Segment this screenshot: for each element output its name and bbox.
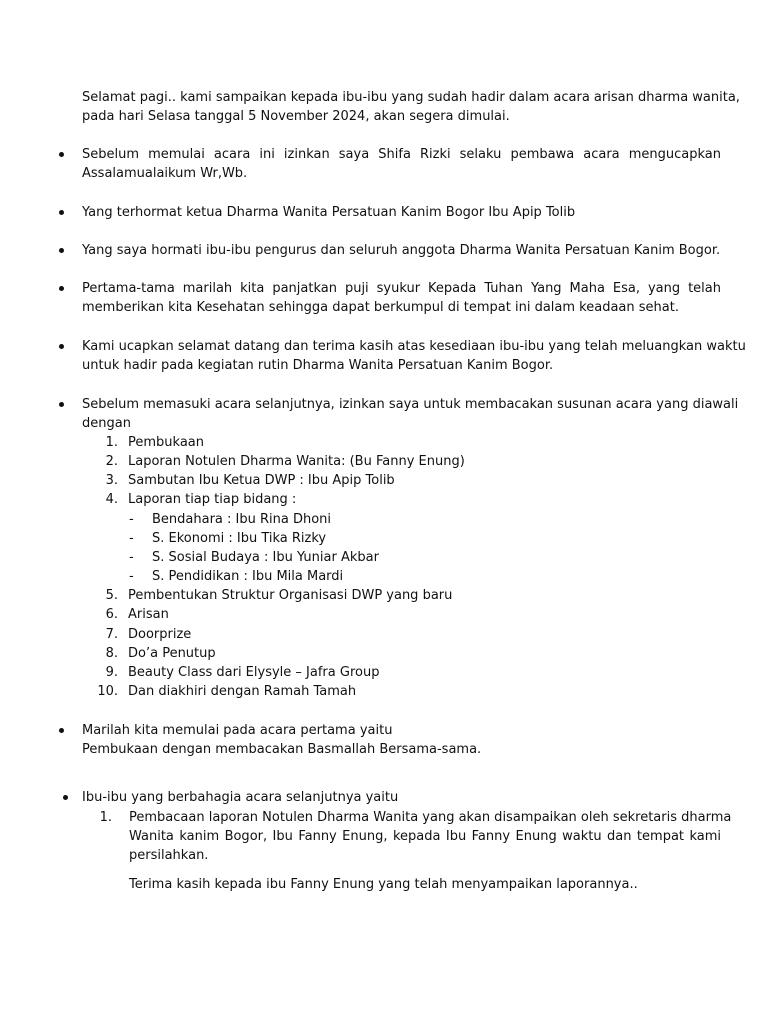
paragraph-6-line-2: dengan — [82, 416, 131, 431]
agenda-num-1: 1. — [105, 435, 118, 450]
paragraph-1-line-1: Sebelum memulai acara ini izinkan saya Shifa Rizki selaku pembawa acara mengucapkan — [82, 147, 721, 162]
opening-line-1: Marilah kita memulai pada acara pertama yaitu — [82, 723, 393, 738]
agenda-item-7: Doorprize — [128, 627, 192, 642]
agenda-item-8: Do’a Penutup — [128, 646, 216, 661]
agenda-item-4: Laporan tiap tiap bidang : — [128, 492, 297, 507]
paragraph-3-line-1: Yang saya hormati ibu-ibu pengurus dan seluruh anggota Dharma Wanita Persatuan Kanim Bogor. — [82, 243, 721, 258]
next-item-line-2: Wanita kanim Bogor, Ibu Fanny Enung, kepada Ibu Fanny Enung waktu dan tempat kami — [129, 829, 721, 844]
agenda-num-10: 10. — [97, 684, 118, 699]
bullet-4 — [59, 286, 64, 291]
paragraph-4-line-2: memberikan kita Kesehatan sehingga dapat berkumpul di tempat ini dalam keadaan sehat. — [82, 300, 679, 315]
opening-line-2: Pembukaan dengan membacakan Basmallah Bersama-sama. — [82, 742, 482, 757]
intro-line-2: pada hari Selasa tanggal 5 November 2024, akan segera dimulai. — [82, 109, 510, 124]
agenda-item-9: Beauty Class dari Elysyle – Jafra Group — [128, 665, 380, 680]
bullet-2 — [59, 210, 64, 215]
sub-item-dash-4: - — [129, 569, 134, 584]
sub-item-1: Bendahara : Ibu Rina Dhoni — [152, 512, 332, 527]
paragraph-5-line-2: untuk hadir pada kegiatan rutin Dharma Wanita Persatuan Kanim Bogor. — [82, 358, 554, 373]
agenda-item-10: Dan diakhiri dengan Ramah Tamah — [128, 684, 357, 699]
agenda-num-3: 3. — [105, 473, 118, 488]
thanks-line: Terima kasih kepada ibu Fanny Enung yang telah menyampaikan laporannya.. — [129, 877, 638, 892]
agenda-num-6: 6. — [105, 607, 118, 622]
paragraph-6-line-1: Sebelum memasuki acara selanjutnya, izinkan saya untuk membacakan susunan acara yang diawali — [82, 397, 739, 412]
sub-item-dash-1: - — [129, 512, 134, 527]
sub-item-dash-3: - — [129, 550, 134, 565]
agenda-num-5: 5. — [105, 588, 118, 603]
bullet-5 — [59, 344, 64, 349]
agenda-num-4: 4. — [105, 492, 118, 507]
agenda-num-9: 9. — [105, 665, 118, 680]
agenda-num-2: 2. — [105, 454, 118, 469]
agenda-item-5: Pembentukan Struktur Organisasi DWP yang baru — [128, 588, 453, 603]
next-heading: Ibu-ibu yang berbahagia acara selanjutnya yaitu — [82, 790, 399, 805]
next-item-num: 1. — [99, 810, 112, 825]
paragraph-4-line-1: Pertama-tama marilah kita panjatkan puji syukur Kepada Tuhan Yang Maha Esa, yang telah — [82, 281, 721, 296]
agenda-num-8: 8. — [105, 646, 118, 661]
next-item-line-3: persilahkan. — [129, 848, 209, 863]
bullet-3 — [59, 248, 64, 253]
agenda-item-6: Arisan — [128, 607, 169, 622]
next-item-line-1: Pembacaan laporan Notulen Dharma Wanita yang akan disampaikan oleh sekretaris dharma — [129, 810, 732, 825]
sub-item-4: S. Pendidikan : Ibu Mila Mardi — [152, 569, 344, 584]
intro-line-1: Selamat pagi.. kami sampaikan kepada ibu-ibu yang sudah hadir dalam acara arisan dharma wanita, — [82, 90, 740, 105]
bullet-6 — [59, 402, 64, 407]
sub-item-2: S. Ekonomi : Ibu Tika Rizky — [152, 531, 327, 546]
sub-item-3: S. Sosial Budaya : Ibu Yuniar Akbar — [152, 550, 379, 565]
bullet-1 — [59, 152, 64, 157]
bullet-7 — [59, 728, 64, 733]
agenda-item-3: Sambutan Ibu Ketua DWP : Ibu Apip Tolib — [128, 473, 395, 488]
paragraph-5-line-1: Kami ucapkan selamat datang dan terima kasih atas kesediaan ibu-ibu yang telah meluangkan waktu — [82, 339, 746, 354]
agenda-num-7: 7. — [105, 627, 118, 642]
paragraph-2-line-1: Yang terhormat ketua Dharma Wanita Persatuan Kanim Bogor Ibu Apip Tolib — [82, 205, 576, 220]
paragraph-1-line-2: Assalamualaikum Wr,Wb. — [82, 166, 248, 181]
bullet-8 — [63, 795, 68, 800]
sub-item-dash-2: - — [129, 531, 134, 546]
agenda-item-2: Laporan Notulen Dharma Wanita: (Bu Fanny Enung) — [128, 454, 465, 469]
agenda-item-1: Pembukaan — [128, 435, 205, 450]
